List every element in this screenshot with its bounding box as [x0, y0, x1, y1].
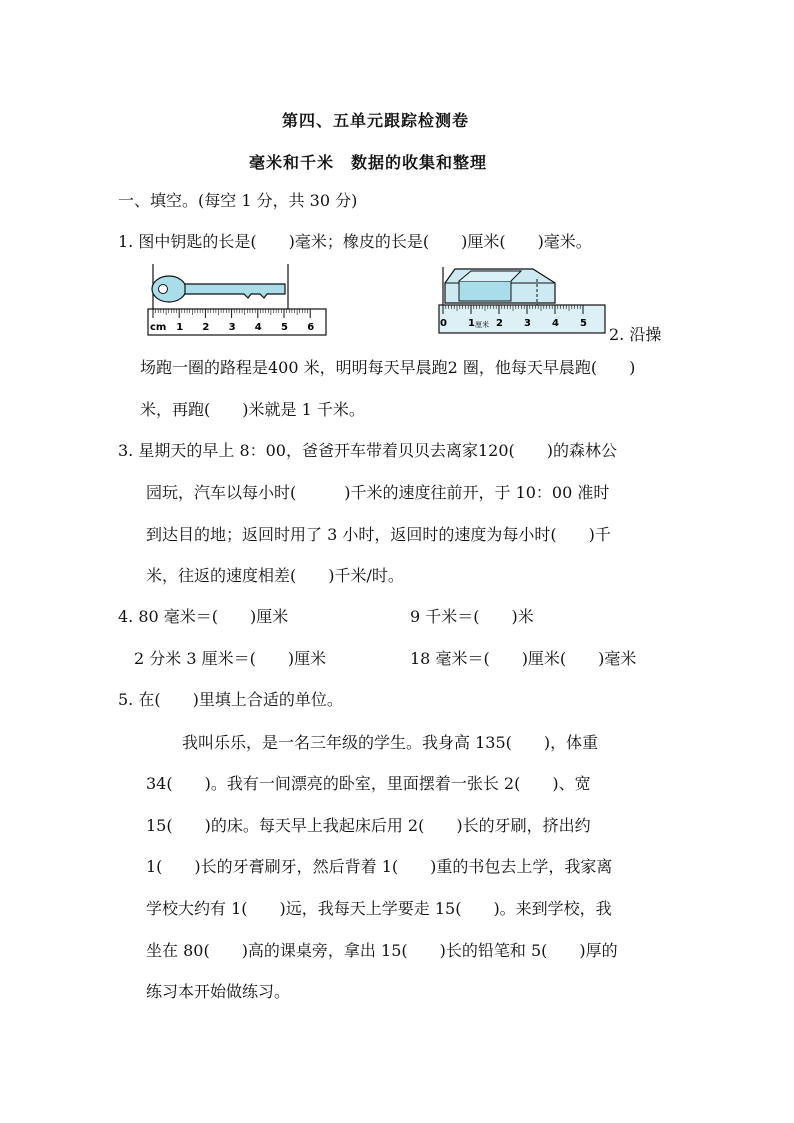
- question-5-heading: 5. 在( )里填上合适的单位。: [118, 690, 343, 709]
- ruler-tick-label: 4: [254, 322, 262, 333]
- ruler-tick-label: 2: [202, 322, 210, 333]
- ruler-tick-label: 2: [496, 318, 503, 329]
- question-4a: 4. 80 毫米＝( )厘米: [118, 607, 289, 626]
- question-5-line-6: 坐在 80( )高的课桌旁，拿出 15( )长的铅笔和 5( )厚的: [146, 941, 618, 960]
- question-3-line-4: 米，往返的速度相差( )千米/时。: [146, 566, 404, 585]
- ruler-tick-label: 1: [468, 318, 475, 329]
- eraser-ruler-figure: [437, 265, 609, 337]
- question-5-line-5: 学校大约有 1( )远，我每天上学要走 15( )。来到学校，我: [146, 899, 612, 918]
- question-2-start: 2. 沿操: [609, 325, 662, 344]
- question-5-line-2: 34( )。我有一间漂亮的卧室，里面摆着一张长 2( )、宽: [146, 774, 591, 793]
- ruler-1-unit: cm: [150, 322, 167, 333]
- ruler-tick-label: 6: [307, 322, 315, 333]
- section-heading: 一、填空。(每空 1 分，共 30 分): [118, 191, 358, 210]
- question-4c: 2 分米 3 厘米＝( )厘米: [134, 649, 327, 668]
- ruler-tick-label: 0: [440, 318, 447, 329]
- question-1: 1. 图中钥匙的长是( )毫米；橡皮的长是( )厘米( )毫米。: [118, 232, 592, 251]
- ruler-2: [439, 305, 605, 333]
- ruler-tick-label: 4: [552, 318, 559, 329]
- question-2-line-1: 场跑一圈的路程是400 米，明明每天早晨跑2 圈，他每天早晨跑( ): [140, 358, 636, 377]
- ruler-tick-label: 5: [580, 318, 587, 329]
- eraser-icon: [445, 269, 555, 309]
- ruler-tick-label: 1: [176, 322, 184, 333]
- question-5-line-1: 我叫乐乐，是一名三年级的学生。我身高 135( )，体重: [182, 733, 599, 752]
- ruler-1: [148, 309, 326, 335]
- page-subtitle: 毫米和千米 数据的收集和整理: [249, 153, 488, 172]
- ruler-tick-label: 3: [524, 318, 531, 329]
- ruler-2-unit: 厘米: [475, 321, 489, 329]
- question-2-line-2: 米，再跑( )米就是 1 千米。: [140, 400, 365, 419]
- question-4d: 18 毫米＝( )厘米( )毫米: [410, 649, 637, 668]
- question-5-line-4: 1( )长的牙膏刷牙，然后背着 1( )重的书包去上学，我家离: [146, 857, 613, 876]
- question-3-line-2: 园玩，汽车以每小时( )千米的速度往前开，于 10：00 准时: [146, 483, 610, 502]
- question-4b: 9 千米＝( )米: [410, 607, 534, 626]
- question-3-line-3: 到达目的地；返回时用了 3 小时，返回时的速度为每小时( )千: [146, 525, 611, 544]
- ruler-tick-label: 3: [228, 322, 236, 333]
- question-5-line-3: 15( )的床。每天早上我起床后用 2( )长的牙刷，挤出约: [146, 816, 591, 835]
- key-icon: [152, 276, 285, 302]
- page-title: 第四、五单元跟踪检测卷: [282, 111, 470, 130]
- key-ruler-figure: [145, 264, 331, 338]
- question-3-line-1: 3. 星期天的早上 8：00，爸爸开车带着贝贝去离家120( )的森林公: [118, 441, 618, 460]
- ruler-tick-label: 5: [281, 322, 288, 333]
- question-5-line-7: 练习本开始做练习。: [146, 982, 291, 1001]
